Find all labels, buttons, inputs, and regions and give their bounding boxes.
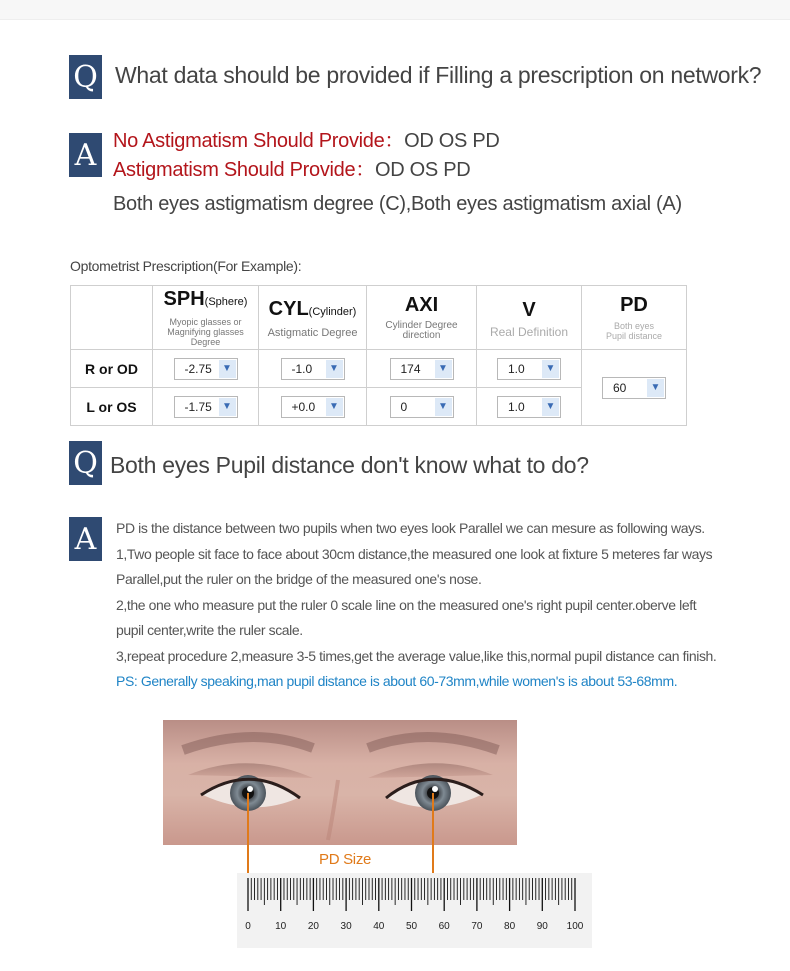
astigmatism-label: Astigmatism Should Provide：: [113, 159, 376, 181]
axi-right-value: 174: [400, 361, 421, 376]
question-badge: Q: [69, 55, 102, 99]
header-sph-main: SPH: [163, 288, 205, 310]
ruler-label: 80: [504, 921, 516, 932]
ruler-label: 60: [438, 921, 450, 932]
header-sph-small: (Sphere): [204, 296, 248, 308]
answer-badge: A: [69, 517, 102, 561]
header-cyl-small: (Cylinder): [308, 305, 357, 318]
header-sph-sub1: Myopic glasses or: [169, 317, 242, 327]
row-label-left: L or OS: [71, 388, 153, 426]
question-badge: Q: [69, 441, 102, 485]
v-left-value: 1.0: [508, 399, 525, 414]
header-cyl-sub1: Astigmatic Degree: [267, 326, 358, 339]
axi-left-value: 0: [400, 399, 408, 414]
header-axi-main: AXI: [404, 294, 439, 316]
header-pd-sub1: Both eyes: [613, 321, 655, 331]
header-axi-sub2: direction: [402, 330, 441, 341]
chevron-down-icon: ▼: [219, 360, 236, 378]
chevron-down-icon: ▼: [647, 379, 664, 397]
answer-2-line: pupil center,write the ruler scale.: [116, 622, 303, 638]
chevron-down-icon: ▼: [435, 360, 452, 378]
ruler-scale: [237, 873, 592, 948]
header-pd-sub2: Pupil distance: [605, 331, 663, 341]
pd-size-label: PD Size: [319, 851, 372, 868]
ruler-label: 90: [536, 921, 548, 932]
chevron-down-icon: ▼: [326, 360, 343, 378]
chevron-down-icon: ▼: [542, 360, 559, 378]
chevron-down-icon: ▼: [326, 398, 343, 416]
header-axi-sub1: Cylinder Degree: [385, 320, 458, 331]
answer-2-line: 3,repeat procedure 2,measure 3-5 times,get the average value,like this,normal pupil distance can finish.: [116, 647, 717, 664]
cyl-right-value: -1.0: [291, 361, 313, 376]
pd-value: 60: [613, 380, 627, 395]
question-1-text: What data should be provided if Filling a prescription on network?: [115, 62, 762, 88]
v-right-value: 1.0: [508, 361, 525, 376]
answer-2-line: PD is the distance between two pupils when two eyes look Parallel we can mesure as following ways.: [116, 520, 705, 536]
ruler-label: 50: [405, 921, 418, 932]
sph-right-value: -2.75: [184, 361, 212, 376]
row-label-right: R or OD: [71, 350, 153, 388]
prescription-caption: Optometrist Prescription(For Example):: [70, 258, 302, 274]
header-v-sub1: Real Definition: [489, 324, 569, 339]
header-cyl-main: CYL: [268, 297, 309, 320]
ruler-label: 30: [340, 921, 352, 932]
chevron-down-icon: ▼: [542, 398, 559, 416]
header-v-main: V: [522, 298, 536, 321]
answer-2-line: 2,the one who measure put the ruler 0 scale line on the measured one's right pupil center.oberve left: [116, 596, 697, 613]
answer-2-line: Parallel,put the ruler on the bridge of the measured one's nose.: [116, 571, 482, 587]
header-sph-sub2: Magnifying glasses Degree: [167, 327, 244, 347]
no-astigmatism-value: OD OS PD: [404, 130, 500, 152]
chevron-down-icon: ▼: [219, 398, 236, 416]
answer-2-line: 1,Two people sit face to face about 30cm distance,the measured one look at fixture 5 meteres far ways: [116, 545, 713, 562]
cyl-left-value: +0.0: [291, 399, 316, 414]
ruler-label: 70: [471, 921, 483, 932]
chevron-down-icon: ▼: [435, 398, 452, 416]
ps-note: PS: Generally speaking,man pupil distance is about 60-73mm,while women's is about 53-68mm.: [116, 673, 678, 689]
question-2-text: Both eyes Pupil distance don't know what to do?: [110, 452, 589, 478]
ruler-label: 10: [275, 921, 287, 932]
ruler: [237, 873, 592, 948]
answer-1-line-3: Both eyes astigmatism degree (C),Both eyes astigmatism axial (A): [113, 193, 682, 215]
ruler-label: 40: [373, 921, 385, 932]
ruler-label: 0: [245, 921, 251, 932]
ruler-label: 20: [307, 921, 319, 932]
ruler-label: 100: [566, 921, 584, 932]
sph-left-value: -1.75: [184, 399, 212, 414]
answer-badge: A: [69, 133, 102, 177]
no-astigmatism-label: No Astigmatism Should Provide：: [113, 130, 405, 152]
header-pd-main: PD: [620, 294, 648, 316]
astigmatism-value: OD OS PD: [375, 159, 471, 181]
